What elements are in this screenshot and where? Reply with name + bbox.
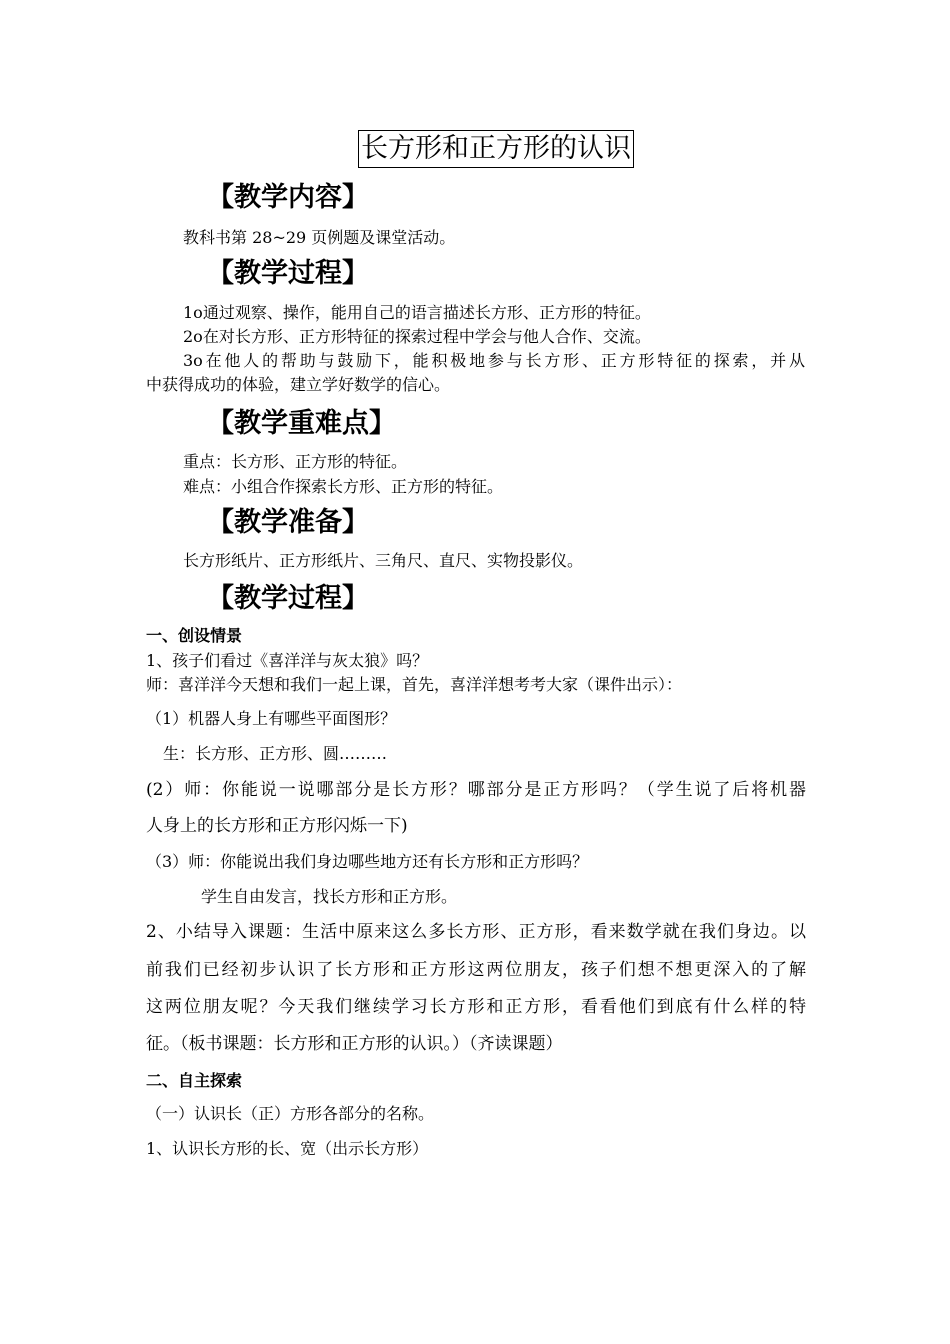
objective-3-cont: 中获得成功的体验，建立学好数学的信心。 [146,375,451,394]
part2-heading: 二、自主探索 [146,1071,243,1090]
part1-line-1: 1、孩子们看过《喜洋洋与灰太狼》吗？ [146,651,429,670]
part2-line-1: （一）认识长（正）方形各部分的名称。 [146,1104,435,1123]
summary-line-1: 2、小结导入课题：生活中原来这么多长方形、正方形，看来数学就在我们身边。以 [146,922,806,942]
heading-teaching-process-1: 【教学过程】 [207,258,369,289]
summary-line-2: 前我们已经初步认识了长方形和正方形这两位朋友，孩子们想不想更深入的了解 [146,960,806,980]
heading-teaching-content: 【教学内容】 [207,182,369,213]
heading-teaching-process-2: 【教学过程】 [207,583,369,614]
part1-answer-3: 学生自由发言，找长方形和正方形。 [201,887,458,906]
content-text: 教科书第 28~29 页例题及课堂活动。 [183,228,456,247]
summary-line-4: 征。（板书课题：长方形和正方形的认识。）（齐读课题） [146,1034,563,1054]
part1-question-1: （1）机器人身上有哪些平面图形？ [146,709,397,728]
part1-line-2: 师：喜洋洋今天想和我们一起上课，首先，喜洋洋想考考大家（课件出示）： [146,675,683,694]
objective-3: 3o在他人的帮助与鼓励下，能积极地参与长方形、正方形特征的探索，并从 [183,351,805,370]
part2-line-2: 1、认识长方形的长、宽（出示长方形） [146,1139,429,1158]
summary-line-3: 这两位朋友呢？今天我们继续学习长方形和正方形，看看他们到底有什么样的特 [146,997,806,1017]
part1-question-2-cont: 人身上的长方形和正方形闪烁一下) [146,816,408,836]
document-title: 长方形和正方形的认识 [358,130,634,168]
objective-2: 2o在对长方形、正方形特征的探索过程中学会与他人合作、交流。 [183,327,651,346]
preparation-text: 长方形纸片、正方形纸片、三角尺、直尺、实物投影仪。 [183,551,584,570]
objective-1: 1o通过观察、操作，能用自己的语言描述长方形、正方形的特征。 [183,303,651,322]
heading-key-points: 【教学重难点】 [207,408,396,439]
key-point-focus: 重点：长方形、正方形的特征。 [183,452,408,471]
part1-heading: 一、创设情景 [146,626,243,645]
part1-question-3: （3）师：你能说出我们身边哪些地方还有长方形和正方形吗？ [146,852,589,871]
part1-answer-1: 生：长方形、正方形、圆……… [163,744,388,763]
part1-question-2: (2）师：你能说一说哪部分是长方形？哪部分是正方形吗？（学生说了后将机器 [146,780,806,800]
key-point-difficulty: 难点：小组合作探索长方形、正方形的特征。 [183,477,504,496]
heading-preparation: 【教学准备】 [207,507,369,538]
